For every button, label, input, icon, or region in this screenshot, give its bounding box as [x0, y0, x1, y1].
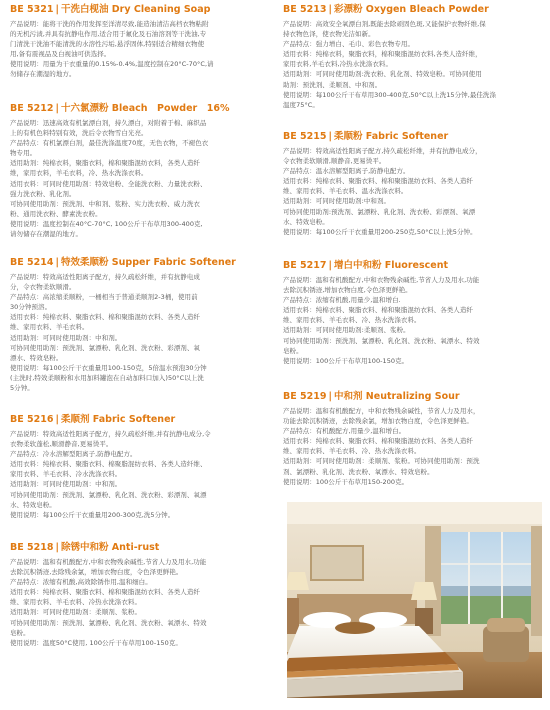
product-description: 产品说明：温和有机酸配方,中和衣物残余碱性,节省人力及用水,功能 去除沉积锈迹,增加衣物白度,令色泽更鲜艳。 产品特点：浓缩有机酸,用量少,温和增白. 适用衣料：纯棉衣料、聚脂衣料、棉和聚脂混纺衣料、各类人造纤 维、家用衣料、羊毛衣料、冷、热水洗涤衣料。 适用助剂：可同时使用助剂:柔顺剂、浆粉。 可协同使用助剂：预洗剂、氯漂粉、乳化剂、洗衣粉、氧漂水、特效 皂粉。 使用说明：100公斤干布草用100-150克。 [283, 276, 480, 365]
product-description: 产品说明：特效高适性阳离子配方，持久疏松纤维，并有抗静电成 分，令衣物柔软顺滑。 产品特点：高浓缩柔顺粉，一桶相当于普通柔顺剂2-3桶，使用前 30分钟预溶。 适用衣料：纯棉衣料、聚脂衣料、棉和聚脂混纺衣料、各类人造纤 维、家用衣料、羊毛衣料。 适用助剂：可同时使用助剂：中和剂。 可协同使用助剂：预洗剂、氯漂粉、乳化剂、洗衣粉、彩漂剂、氧 漂水、特效皂粉。 使用说明：每100公斤干衣重量用100-150克，5倍温水预泡30分钟 (主洗时,特效柔顺粉和水用加料罐泡在自动加料口加入)50°C以上洗 5分钟。 [10, 273, 207, 393]
hotel-bedroom-photo [287, 502, 542, 698]
product-title: BE 5321 | 干洗白枧油 Dry Cleaning Soap [10, 4, 211, 15]
product-description: 产品说明：特效高适性阳离子配方，持久疏松纤维,并有抗静电成分,令 衣物柔软蓬松,顺滑静音,更易烫平。 产品特点：冷水溶解型阳离子,防静电配方。 适用衣料：纯棉衣料、聚脂衣料、棉聚脂混纺衣料、各类人造纤维、 家用衣料、羊毛衣料、冷水洗涤衣料。 适用助剂：可同时使用助剂：中和剂。 可协同使用助剂：预洗剂、氯漂粉、乳化剂、洗衣粉、彩漂剂、氧漂 水、特效皂粉。 使用说明：每100公斤干衣重量用200-300克,洗5分钟。 [10, 430, 211, 519]
product-be5214 [10, 256, 272, 393]
product-be5218 [10, 541, 272, 648]
product-be5213 [283, 3, 545, 110]
product-be5321 [10, 3, 272, 80]
product-description: 产品说明：能将干洗的作用发挥至洋清尽致,能造油清洁高档衣物粘附 的无机污渍,并具有抗静电作用,适合用于氟化及石油溶剂等干洗油,专 门清洗干洗油不能清洗的水溶性污垢,悬浮固体,特别适合精细衣物使 用,备有震视品及白视油可供选择。 使用说明：用量为干衣重量的0.15%-0.4%,温度控制在20°C-70°C,请 勿储存在潮湿的地方。 [10, 20, 214, 79]
product-title: BE 5214 | 特效柔顺粉 Supper Fabric Softener [10, 257, 236, 268]
product-title: BE 5215 | 柔顺粉 Fabric Softener [283, 131, 449, 142]
product-title: BE 5213 | 彩漂粉 Oxygen Bleach Powder [283, 4, 489, 15]
product-description: 产品说明：迅速高效有机氯漂白剂，持久漂白，对附着于棉、麻织品 上的有机色料特别有效，洗后令衣物雪白光亮。 产品特点：有机氯漂白剂，最佳洗涤温度70度，无色衣物，不褪色衣 物专用。 适用助剂：纯棉衣料，聚脂衣料，棉和聚脂混纺衣料，各类人造纤 维，家用衣料，羊毛衣料，冷、热水洗涤衣料。 适用衣料：可同时使用助剂：特效皂粉、全能洗衣粉、力量洗衣粉、 强力洗衣粉、乳化剂。 可协同使用助剂：预洗剂、中和剂、浆粉、实力洗衣粉、威力洗衣 粉、通用洗衣粉、酵素洗衣粉。 使用说明：温度控制在40°C-70°C, 100公斤干布草用300-400克, 请勿储存在潮湿的地方。 [10, 119, 209, 239]
product-description: 产品说明：特效高适性阳离子配方,持久疏松纤维，并有抗静电成分， 令衣物柔软顺滑,顺静音,更易烫平。 产品特点：温水溶解型阳离子,防静电配方。 适用衣料：纯棉衣料、聚脂衣料、棉和聚脂混纺衣料、各类人造纤 维、家用衣料、羊毛衣料、温水洗涤衣料。 适用助剂：可同时使用助剂:中和剂。 可协同使用助剂:预洗剂、氯漂粉、乳化剂、洗衣粉、彩漂剂、氧漂 水、特效皂粉。 使用说明：每100公斤干衣重量用200-250克,50°C以上洗5分钟。 [283, 147, 482, 236]
product-title: BE 5219 | 中和剂 Neutralizing Sour [283, 391, 460, 402]
product-title: BE 5217 | 增白中和粉 Fluorescent [283, 260, 448, 271]
product-description: 产品说明：温和有机酸配方，中和衣物残余碱性，节省人力及用水， 功能去除沉积锈迹，去除残余氯，增加衣物白度，令色泽更鲜艳。 产品特点：有机酸配方,用量少,温和增白。 适用衣料：纯棉衣料、聚脂衣料、棉和聚脂混纺衣料、各类人造纤 维、家用衣料、羊毛衣料、冷、热水洗涤衣料。 适用助剂：可同时使用助剂：柔顺剂、浆粉。可协同使用助剂：预洗 剂、氯漂粉、乳化剂、洗衣粉、氧漂水、特效皂粉。 使用说明：100公斤干布草用150-200克。 [283, 407, 480, 486]
product-description: 产品说明：高效安全氧漂白剂,既能去除顽固色斑,又能保护衣物纤维,保 持衣物色泽，使衣物光洁如新。 产品特点：强力增白、毛巾、彩色衣物专用。 适用衣料：纯棉衣料，聚脂衣料，棉和聚脂混纺衣料,各类人造纤维， 家用衣料,羊毛衣料,冷热水洗涤衣料。 适用助剂：可同时使用助剂:洗衣粉、乳化剂、特效皂粉。可协同使用 助剂：预洗剂、柔顺剂、中和剂。 使用说明：每100公斤干布草用300-400克,50°C以上洗15分钟,最佳洗涤 温度75°C。 [283, 20, 497, 109]
product-description: 产品说明：温和有机酸配方,中和衣物残余碱性,节省人力及用水,功能 去除沉积锈迹,去除残余氯，增加衣物白度，令色泽更鲜艳。 产品特点：浓缩有机酸,高效除锈作用,温和细白。 适用衣料：纯棉衣料、聚脂衣料、棉和聚脂混纺衣料、各类人造纤 维、家用衣料、羊毛衣料、冷热水洗涤衣料。 适用助剂：可同时使用助剂：柔顺剂、浆粉。 可协同使用助剂：预洗剂、氯漂粉、乳化剂、洗衣粉、氧漂水、特效 皂粉。 使用说明：温度50°C使用, 100公斤干布草用100-150克。 [10, 558, 207, 647]
product-be5212 [10, 102, 272, 239]
product-title: BE 5216 | 柔顺剂 Fabric Softener [10, 414, 176, 425]
product-title: BE 5212 | 十六氯漂粉 Bleach Powder 16% [10, 103, 230, 114]
product-be5215 [283, 130, 545, 237]
product-title: BE 5218 | 除锈中和粉 Anti-rust [10, 542, 160, 553]
product-be5217 [283, 259, 545, 366]
product-be5216 [10, 413, 272, 520]
product-be5219 [283, 390, 545, 487]
